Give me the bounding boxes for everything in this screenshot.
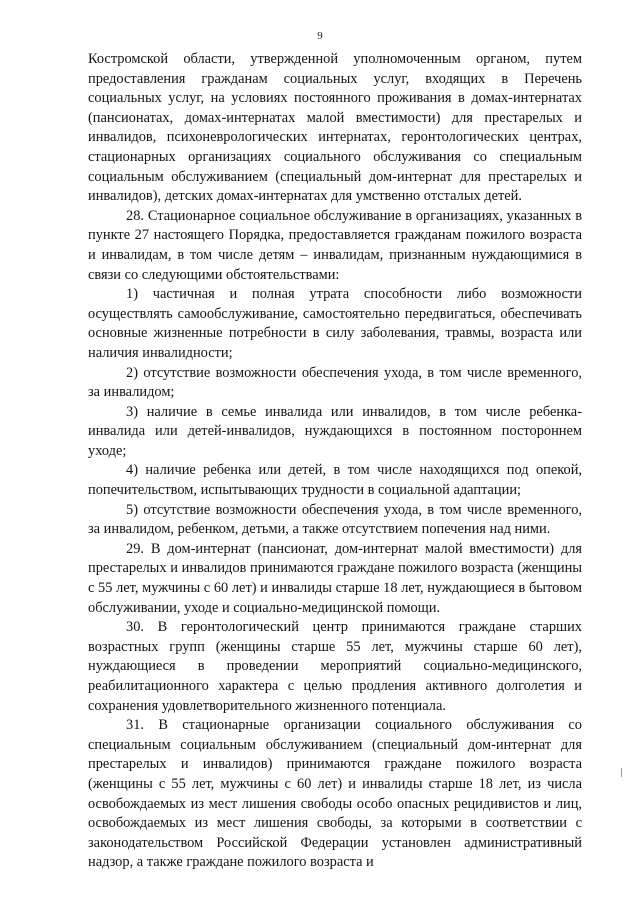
- paragraph-subitem-4: 4) наличие ребенка или детей, в том числе находящихся под опекой, попечительством, испытывающих трудности в социальной адаптации;: [88, 462, 582, 499]
- paragraph-subitem-2: 2) отсутствие возможности обеспечения ухода, в том числе временного, за инвалидом;: [88, 364, 582, 401]
- paragraph-subitem-1: 1) частичная и полная утрата способности либо возможности осуществлять самообслуживание, самостоятельно передвигаться, обеспечивать основные жизненные потребности в силу заболевания, травмы, возраста или наличия инвалидности;: [88, 286, 582, 361]
- paragraph-item-31: 31. В стационарные организации социального обслуживания со специальным социальным обслуживанием (специальный дом-интернат для престарелых и инвалидов) принимаются граждане пожилого возраста (женщины с 55 лет, мужчины с 60 лет) и инвалиды старше 18 лет, из числа освобождаемых из мест лишения свободы особо опасных рецидивистов и лиц, освобождаемых из мест лишения свободы, за которыми в соответствии с законодательством Российской Федерации установлен административный надзор, а также граждане пожилого возраста и: [88, 717, 582, 871]
- paragraph-continuation: Костромской области, утвержденной уполномоченным органом, путем предоставления гражданам социальных услуг, входящих в Перечень социальных услуг, на условиях постоянного проживания в домах-интернатах (пансионатах, домах-интернатах малой вместимости) для престарелых и инвалидов, психоневрологических интернатах, геронтологических центрах, стационарных организациях социального обслуживания со специальным социальным обслуживанием (специальный дом-интернат для престарелых и инвалидов), детских домах-интернатах для умственно отсталых детей.: [88, 51, 582, 205]
- paragraph-subitem-3: 3) наличие в семье инвалида или инвалидов, в том числе ребенка-инвалида или детей-инвалидов, нуждающихся в постоянном постороннем уходе;: [88, 403, 582, 459]
- paragraph-subitem-5: 5) отсутствие возможности обеспечения ухода, в том числе временного, за инвалидом, ребенком, детьми, а также отсутствием попечения над ними.: [88, 501, 582, 538]
- document-body: [88, 50, 582, 873]
- scan-margin-mark: [621, 768, 622, 777]
- paragraph-item-29: 29. В дом-интернат (пансионат, дом-интернат малой вместимости) для престарелых и инвалидов принимаются граждане пожилого возраста (женщины с 55 лет, мужчины с 60 лет) и инвалиды старше 18 лет, нуждающиеся в бытовом обслуживании, уходе и социально-медицинской помощи.: [88, 540, 582, 616]
- page-number: 9: [317, 30, 323, 42]
- paragraph-item-30: 30. В геронтологический центр принимаются граждане старших возрастных групп (женщины старше 55 лет, мужчины старше 60 лет), нуждающиеся в проведении мероприятий социально-медицинского, реабилитационного характера с целью продления активного долголетия и сохранения удовлетворительного жизненного потенциала.: [88, 619, 582, 714]
- paragraph-item-28: 28. Стационарное социальное обслуживание в организациях, указанных в пункте 27 настоящего Порядка, предоставляется гражданам пожилого возраста и инвалидам, в том числе детям – инвалидам, признанным нуждающимися в связи со следующими обстоятельствами:: [88, 207, 582, 283]
